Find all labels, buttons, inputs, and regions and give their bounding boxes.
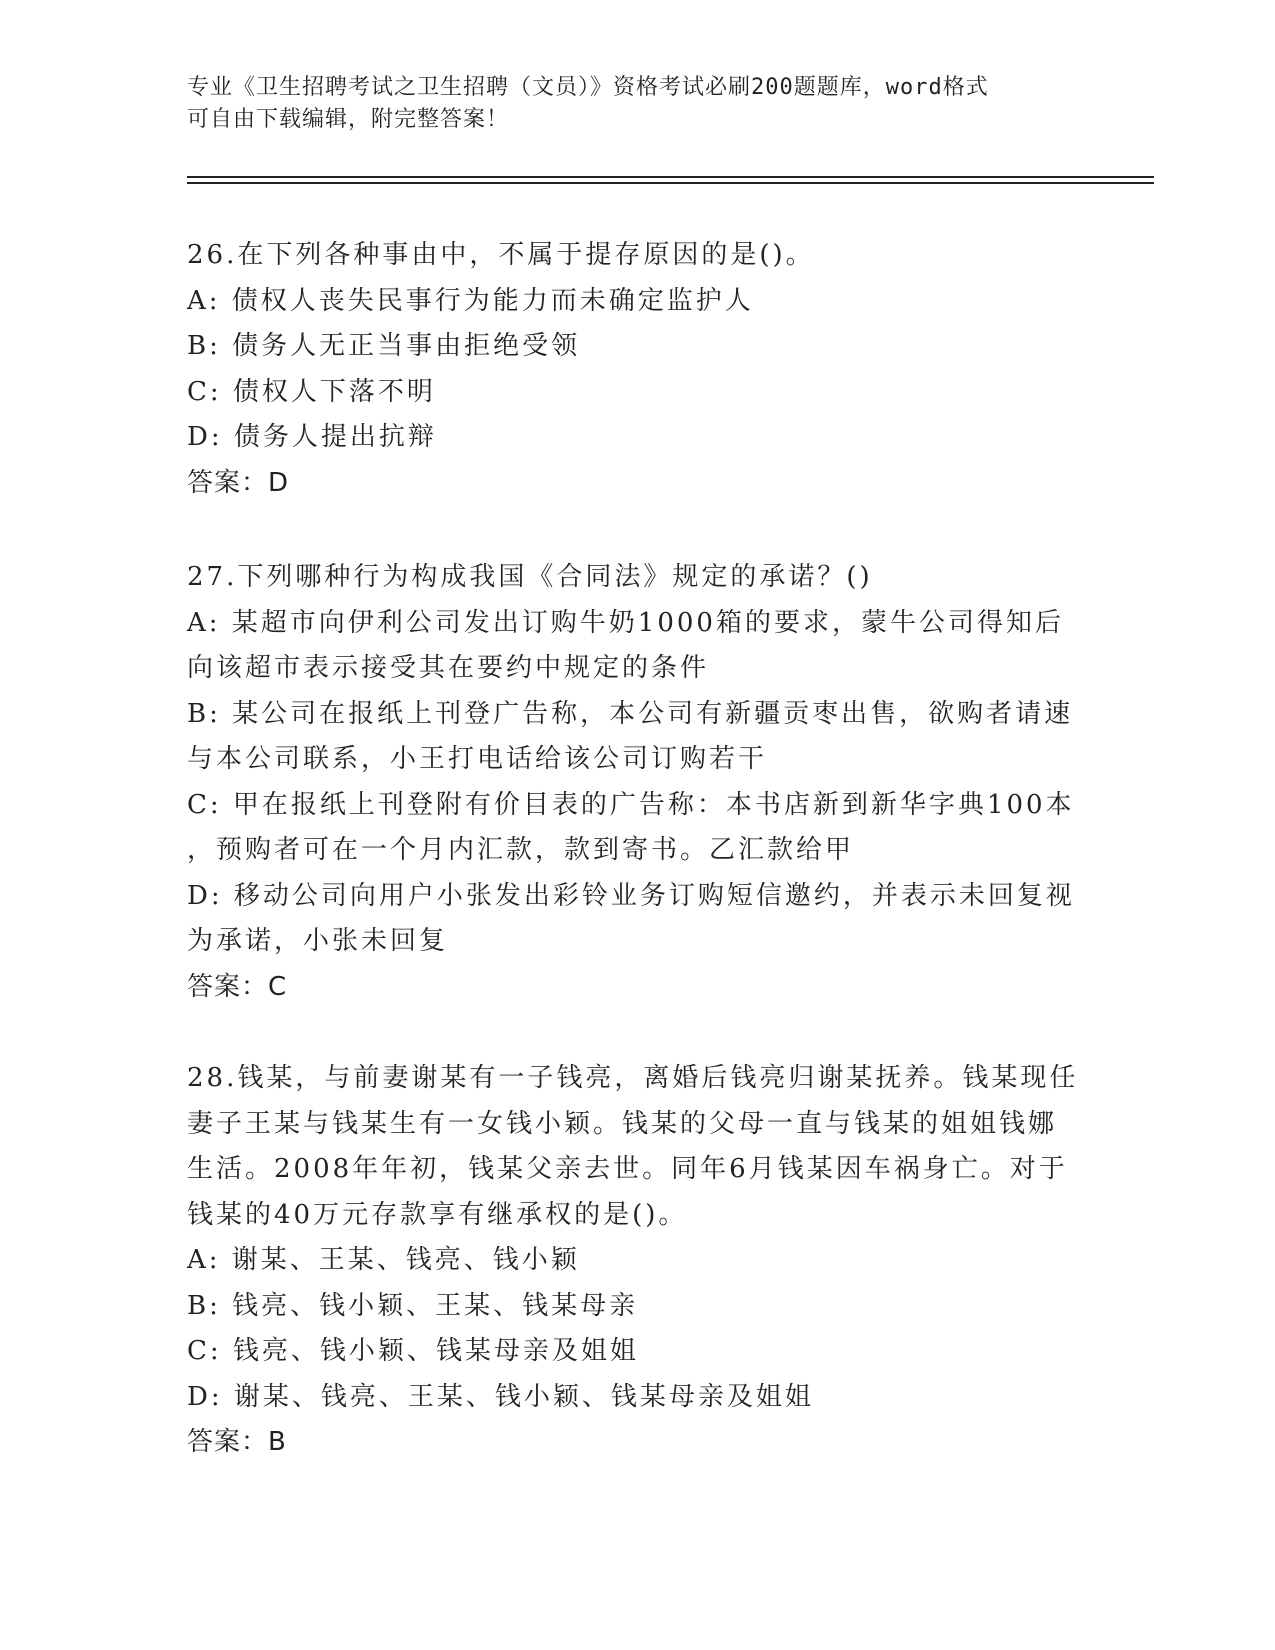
option-b: B: 某公司在报纸上刊登广告称，本公司有新疆贡枣出售，欲购者请速 [187, 698, 1074, 729]
answer: 答案：C [187, 971, 288, 1002]
option-b-continued: 与本公司联系，小王打电话给该公司订购若干 [187, 744, 768, 774]
header-line-2: 可自由下载编辑，附完整答案！ [187, 107, 510, 132]
question-stem-line-1: 28.钱某，与前妻谢某有一子钱亮，离婚后钱亮归谢某抚养。钱某现任 [187, 1063, 1079, 1093]
answer: 答案：D [187, 467, 290, 498]
option-d-continued: 为承诺，小张未回复 [187, 926, 449, 956]
answer: 答案：B [187, 1427, 287, 1457]
question-26 [187, 233, 1087, 506]
header-line-1: 专业《卫生招聘考试之卫生招聘（文员）》资格考试必刷200题题库，word格式 [187, 75, 989, 100]
option-a: A: 谢某、王某、钱亮、钱小颖 [187, 1245, 580, 1275]
option-a: A: 某超市向伊利公司发出订购牛奶1000箱的要求，蒙牛公司得知后 [187, 607, 1064, 638]
option-c: C: 甲在报纸上刊登附有价目表的广告称：本书店新到新华字典100本 [187, 789, 1075, 820]
question-stem: 26.在下列各种事由中，不属于提存原因的是()。 [187, 240, 815, 270]
option-d: D: 债务人提出抗辩 [187, 422, 437, 452]
option-c: C: 债权人下落不明 [187, 376, 436, 407]
option-b: B: 债务人无正当事由拒绝受领 [187, 331, 581, 361]
question-stem-line-3: 生活。2008年年初，钱某父亲去世。同年6月钱某因车祸身亡。对于 [187, 1154, 1068, 1184]
header-divider-bottom [187, 182, 1154, 184]
option-c-continued: ，预购者可在一个月内汇款，款到寄书。乙汇款给甲 [187, 835, 855, 865]
question-27 [187, 555, 1087, 1010]
option-a-continued: 向该超市表示接受其在要约中规定的条件 [187, 653, 710, 683]
question-stem-line-2: 妻子王某与钱某生有一女钱小颖。钱某的父母一直与钱某的姐姐钱娜 [187, 1108, 1058, 1139]
option-d: D: 移动公司向用户小张发出彩铃业务订购短信邀约，并表示未回复视 [187, 880, 1075, 911]
question-28 [187, 1056, 1087, 1466]
option-a: A: 债权人丧失民事行为能力而未确定监护人 [187, 285, 754, 316]
option-d: D: 谢某、钱亮、王某、钱小颖、钱某母亲及姐姐 [187, 1381, 814, 1412]
option-c: C: 钱亮、钱小颖、钱某母亲及姐姐 [187, 1336, 639, 1366]
option-b: B: 钱亮、钱小颖、王某、钱某母亲 [187, 1290, 639, 1321]
header-divider-top [187, 176, 1154, 178]
question-stem-line-4: 钱某的40万元存款享有继承权的是()。 [187, 1199, 688, 1230]
question-stem: 27.下列哪种行为构成我国《合同法》规定的承诺？() [187, 562, 873, 592]
document-header [187, 72, 1067, 136]
